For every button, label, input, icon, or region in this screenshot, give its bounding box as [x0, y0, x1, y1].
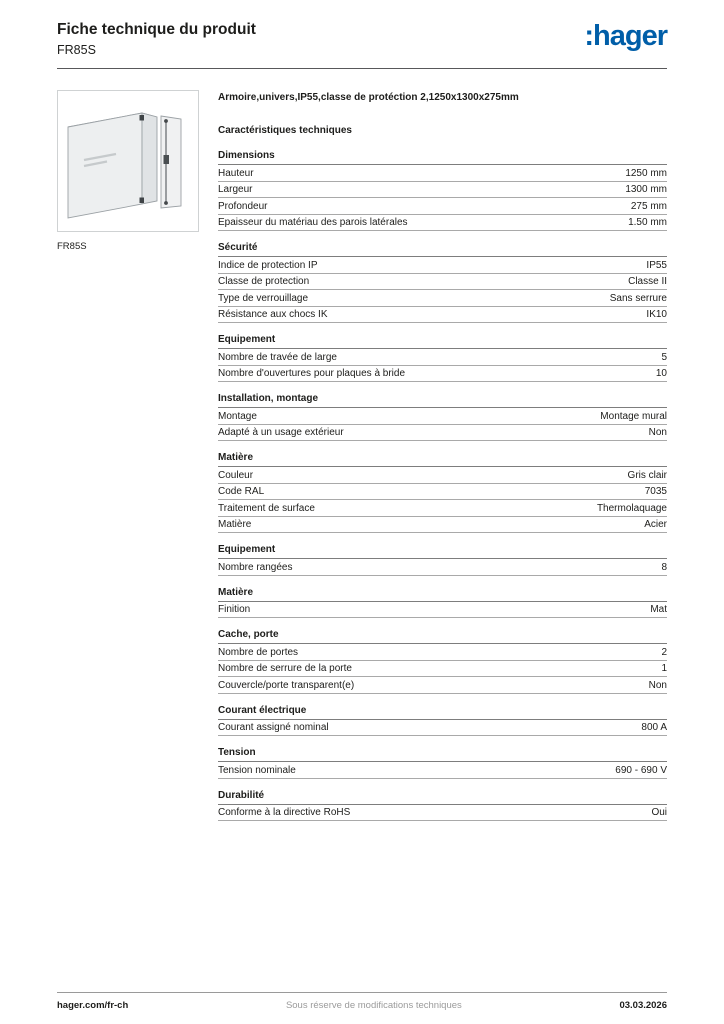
spec-section-title: Matière [218, 450, 667, 467]
page-header [57, 0, 667, 57]
spec-value: 275 mm [630, 200, 667, 212]
spec-row [218, 720, 667, 737]
spec-label: Adapté à un usage extérieur [218, 427, 344, 439]
header-divider [57, 68, 667, 69]
spec-value: Sans serrure [609, 292, 667, 304]
spec-section-title: Equipement [218, 542, 667, 559]
spec-section-title: Tension [218, 745, 667, 762]
spec-sections [218, 148, 667, 821]
spec-row [218, 805, 667, 822]
spec-value: Non [648, 679, 667, 691]
spec-row [218, 484, 667, 501]
spec-section-title: Installation, montage [218, 391, 667, 408]
spec-value: Oui [651, 807, 667, 819]
spec-value: 10 [655, 368, 667, 380]
spec-section [218, 745, 667, 779]
spec-label: Finition [218, 604, 251, 616]
spec-value: 5 [661, 351, 667, 363]
spec-row [218, 182, 667, 199]
spec-value: 2 [661, 646, 667, 658]
spec-value: 8 [661, 561, 667, 573]
specs-column [218, 90, 667, 831]
spec-row [218, 290, 667, 307]
spec-section-title: Equipement [218, 332, 667, 349]
spec-section [218, 542, 667, 576]
enclosure-drawing-icon [58, 91, 198, 231]
spec-label: Nombre rangées [218, 561, 293, 573]
spec-section-title: Durabilité [218, 788, 667, 805]
spec-value: 7035 [644, 486, 667, 498]
spec-value: Acier [644, 519, 667, 531]
spec-section [218, 627, 667, 694]
spec-label: Courant assigné nominal [218, 722, 329, 734]
spec-row [218, 425, 667, 442]
spec-row [218, 215, 667, 232]
product-image-column [57, 90, 199, 831]
spec-row [218, 198, 667, 215]
spec-label: Montage [218, 410, 257, 422]
spec-value: 1300 mm [625, 184, 667, 196]
spec-row [218, 661, 667, 678]
spec-section [218, 450, 667, 533]
spec-row [218, 517, 667, 534]
characteristics-heading: Caractéristiques techniques [218, 125, 352, 137]
spec-section [218, 703, 667, 737]
spec-row [218, 559, 667, 576]
product-image [57, 90, 199, 232]
spec-label: Matière [218, 519, 252, 531]
spec-value: 1 [661, 663, 667, 675]
spec-value: 690 - 690 V [615, 764, 667, 776]
spec-row [218, 366, 667, 383]
spec-row [218, 467, 667, 484]
spec-label: Type de verrouillage [218, 292, 309, 304]
spec-value: IP55 [646, 259, 667, 271]
spec-section-title: Sécurité [218, 240, 667, 257]
spec-value: IK10 [646, 309, 667, 321]
spec-row [218, 677, 667, 694]
spec-row [218, 408, 667, 425]
spec-section-title: Dimensions [218, 148, 667, 165]
spec-section [218, 391, 667, 441]
spec-label: Nombre d'ouvertures pour plaques à bride [218, 368, 406, 380]
product-image-caption: FR85S [57, 240, 87, 252]
spec-section [218, 240, 667, 323]
spec-section [218, 585, 667, 619]
product-reference: FR85S [57, 42, 96, 57]
spec-row [218, 257, 667, 274]
spec-label: Couleur [218, 469, 254, 481]
footer-date: 03.03.2026 [619, 1000, 667, 1011]
content-area [57, 90, 667, 831]
spec-row [218, 165, 667, 182]
spec-value: 1.50 mm [628, 217, 667, 229]
spec-section [218, 788, 667, 822]
spec-row [218, 644, 667, 661]
spec-section-title: Matière [218, 585, 667, 602]
spec-label: Classe de protection [218, 276, 310, 288]
spec-section [218, 148, 667, 231]
spec-value: 800 A [641, 722, 667, 734]
spec-value: Classe II [628, 276, 667, 288]
page-title: Fiche technique du produit [57, 21, 256, 38]
spec-row [218, 500, 667, 517]
spec-label: Conforme à la directive RoHS [218, 807, 351, 819]
spec-section [218, 332, 667, 382]
spec-label: Nombre de travée de large [218, 351, 337, 363]
spec-value: Thermolaquage [596, 502, 667, 514]
spec-row [218, 349, 667, 366]
spec-value: Mat [650, 604, 667, 616]
spec-label: Largeur [218, 184, 253, 196]
page-footer [57, 992, 667, 1011]
product-description: Armoire,univers,IP55,classe de protéction 2,1250x1300x275mm [218, 91, 519, 103]
spec-label: Indice de protection IP [218, 259, 318, 271]
spec-label: Code RAL [218, 486, 265, 498]
spec-label: Tension nominale [218, 764, 296, 776]
spec-value: 1250 mm [625, 167, 667, 179]
footer-website-link[interactable]: hager.com/fr-ch [57, 1000, 129, 1011]
spec-value: Non [648, 427, 667, 439]
spec-row [218, 602, 667, 619]
spec-row [218, 762, 667, 779]
spec-section-title: Cache, porte [218, 627, 667, 644]
spec-label: Traitement de surface [218, 502, 315, 514]
spec-row [218, 274, 667, 291]
hager-logo: :hager [584, 20, 667, 52]
spec-label: Couvercle/porte transparent(e) [218, 679, 355, 691]
spec-value: Montage mural [600, 410, 667, 422]
spec-label: Nombre de serrure de la porte [218, 663, 352, 675]
spec-label: Epaisseur du matériau des parois latérales [218, 217, 408, 229]
header-text-block [57, 21, 256, 57]
spec-label: Profondeur [218, 200, 268, 212]
spec-row [218, 307, 667, 324]
spec-section-title: Courant électrique [218, 703, 667, 720]
spec-label: Résistance aux chocs IK [218, 309, 328, 321]
footer-disclaimer: Sous réserve de modifications techniques [285, 1000, 462, 1011]
spec-value: Gris clair [627, 469, 667, 481]
spec-label: Hauteur [218, 167, 254, 179]
spec-label: Nombre de portes [218, 646, 299, 658]
